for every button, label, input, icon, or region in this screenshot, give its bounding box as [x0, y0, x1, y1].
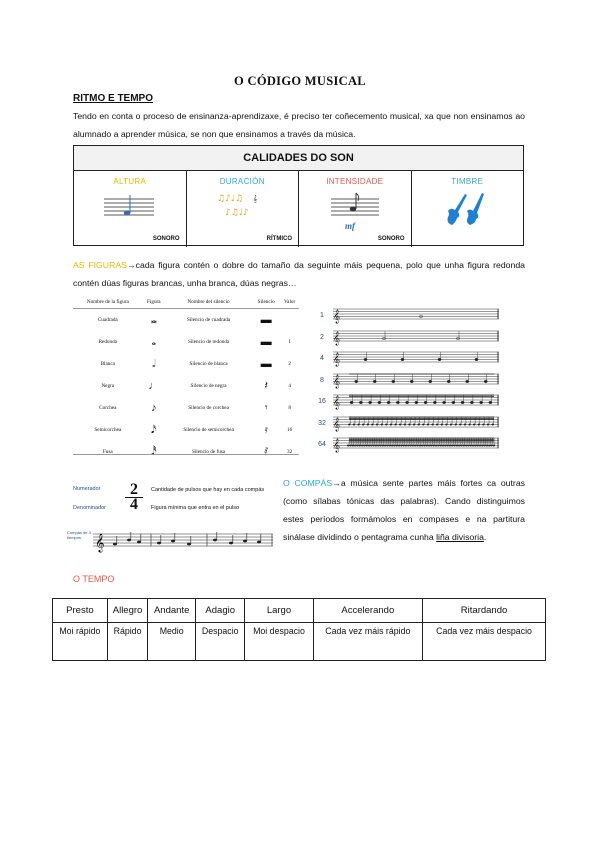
note-head [467, 445, 469, 447]
compas-text: a música sente partes máis fortes ca outras (como sílabas tónicas das palabras). Cando distinguimos estes períodos formámolos en compases e na partitura sinálase dividindo o pentagrama cunha [283, 478, 525, 542]
note-head [395, 423, 397, 425]
note-head [213, 539, 217, 542]
note-head [444, 445, 446, 447]
note-head [426, 445, 428, 447]
col-header: Silencio [252, 296, 280, 309]
note-head [492, 423, 494, 425]
note-head [408, 423, 410, 425]
note-head [187, 543, 191, 546]
col-header: Nombre de la figura [73, 296, 143, 309]
quality-cell-intensidade [299, 171, 412, 247]
qualities-box [73, 145, 524, 246]
note-head [428, 445, 430, 447]
note-head [441, 423, 443, 425]
note-head [396, 445, 398, 447]
guitar-icon [412, 187, 524, 231]
figure-value: 1 [288, 339, 291, 345]
rest-name: Silencio de cuadrada [186, 317, 231, 323]
note-head [474, 445, 476, 447]
note-head [459, 423, 461, 425]
quality-footer-intensidade: SONORO [377, 236, 405, 242]
quality-label-altura: ALTURA [113, 177, 147, 186]
rest-name: Silencio de semicorchea [183, 427, 234, 433]
note-head [472, 445, 474, 447]
rest-symbol: 𝅀 [264, 445, 269, 458]
quality-cell-timbre [412, 171, 524, 247]
tempo-value-cell: Moi rápido [53, 623, 108, 661]
note-head [371, 423, 373, 425]
svg-text:𝄞: 𝄞 [252, 195, 257, 203]
table-row [73, 375, 299, 397]
compas-arrow: → [332, 478, 341, 488]
note-head [348, 423, 350, 425]
treble-clef-icon: 𝄞 [333, 438, 341, 452]
time-sig-top: 2 [130, 481, 138, 498]
note-head [442, 445, 444, 447]
note-head [455, 423, 457, 425]
rest-name: Silencio de fusa [191, 449, 226, 455]
treble-clef-icon: 𝄞 [95, 533, 105, 552]
figure-symbol: 𝅝 [151, 335, 156, 348]
figure-name: Redonda [98, 339, 118, 345]
note-head [368, 445, 370, 447]
note-head [389, 445, 391, 447]
note-head [257, 541, 261, 544]
figures-text: cada figura contén o dobre do tamaño da seguinte máis pequena, polo que unha figura redonda contén dúas figuras brancas, unha branca, dúas negras… [73, 260, 525, 288]
note-head [412, 445, 414, 447]
quality-cell-altura [74, 171, 187, 247]
note-head [422, 423, 424, 425]
section-subtitle: RITMO E TEMPO [73, 93, 153, 104]
rest-symbol: ▬ [260, 358, 272, 370]
note-head [353, 423, 355, 425]
figure-name: Cuadrada [97, 317, 118, 323]
measure-number: 2 [320, 333, 324, 341]
table-row [73, 397, 299, 419]
note-head [229, 542, 233, 545]
note-head [367, 423, 369, 425]
treble-clef-icon: 𝄞 [333, 416, 341, 431]
note-head [435, 445, 437, 447]
note-head [423, 445, 425, 447]
rest-name: Silencio de blanca [189, 361, 228, 367]
note-head [486, 445, 488, 447]
figure-symbol: 𝅘𝅥𝅯 [150, 423, 157, 436]
page-title: O CÓDIGO MUSICAL [234, 74, 366, 88]
measure-staff [333, 349, 501, 367]
measure-number: 8 [320, 376, 324, 384]
figures-arrow: → [126, 260, 136, 270]
measure-staff [333, 306, 501, 324]
note-head [137, 541, 141, 544]
note-head [113, 543, 117, 546]
figures-table-header [73, 296, 299, 309]
tempo-value-cell: Cada vez máis despacio [423, 623, 546, 661]
note-value-measure [313, 433, 499, 463]
figure-name: Corchea [99, 405, 117, 411]
figures-table-bottom-rule [73, 454, 299, 455]
figure-value: 32 [287, 449, 293, 455]
note-head [384, 445, 386, 447]
rest-symbol: 𝄽 [264, 379, 268, 392]
figure-symbol: ♪ [151, 402, 157, 414]
note-head [390, 423, 392, 425]
note-head [447, 445, 449, 447]
table-row [73, 353, 299, 375]
col-header: Valor [280, 296, 299, 309]
quality-cell-duracion [187, 171, 300, 247]
note-head [493, 445, 495, 447]
note-head [377, 445, 379, 447]
tempo-header-cell: Adagio [196, 599, 245, 623]
note-head [400, 445, 402, 447]
figure-name: Semicorchea [94, 427, 122, 433]
compas-link[interactable]: liña divisoria [436, 532, 484, 542]
note-head [393, 445, 395, 447]
quality-label-timbre: TIMBRE [451, 177, 484, 186]
tempo-header-cell: Presto [53, 599, 108, 623]
measure-number: 1 [320, 312, 324, 319]
note-head [427, 423, 429, 425]
tempo-value-cell: Cada vez máis rápido [313, 623, 423, 661]
tempo-header-row [53, 599, 546, 623]
note-head [381, 423, 383, 425]
note-head [359, 445, 361, 447]
table-row [73, 441, 299, 463]
measure-staff [333, 435, 501, 453]
measure-staff [333, 414, 501, 432]
note-head [157, 542, 161, 545]
tempo-value-cell: Medio [148, 623, 196, 661]
note-head [380, 445, 382, 447]
note-head [243, 540, 247, 543]
note-head [433, 445, 435, 447]
rest-symbol: ▬ [260, 314, 272, 326]
note-head [403, 445, 405, 447]
treble-clef-icon: 𝄞 [333, 373, 341, 388]
note-head [410, 445, 412, 447]
tempo-header-cell: Ritardando [423, 599, 546, 623]
compas-label: O COMPÁS [283, 478, 333, 488]
note-head [463, 445, 465, 447]
note-head [460, 445, 462, 447]
dynamic-mark: mf [345, 221, 355, 231]
rest-name: Silencio de negra [190, 383, 227, 389]
note-head [405, 445, 407, 447]
note-head [430, 445, 432, 447]
note-head [419, 445, 421, 447]
note-head [458, 445, 460, 447]
table-row [73, 419, 299, 441]
treble-clef-icon: 𝄞 [333, 395, 341, 409]
note-head [391, 445, 393, 447]
figure-value: 8 [288, 405, 291, 411]
note-head [404, 423, 406, 425]
quality-footer-duracion: RÍTMICO [266, 236, 292, 242]
rhythm-notes-icon [187, 189, 299, 229]
col-header: Nombre del silencio [165, 296, 252, 309]
rest-name: Silencio de redonda [187, 339, 230, 345]
note-head [382, 445, 384, 447]
note-head [354, 445, 356, 447]
figure-symbol: 𝅗𝅥 [152, 357, 156, 370]
tempo-value-cell: Moi despacio [245, 623, 313, 661]
figure-value: 2 [288, 361, 291, 367]
table-row [73, 309, 299, 332]
note-head [456, 445, 458, 447]
measure-number: 16 [318, 398, 326, 405]
table-row [73, 331, 299, 353]
note-head [398, 445, 400, 447]
numerator-desc: Cantidade de pulsos que hay en cada compás [151, 487, 265, 493]
note-head [127, 539, 131, 542]
figure-symbol: 𝅜 [150, 313, 157, 326]
note-head [445, 423, 447, 425]
note-head [361, 445, 363, 447]
measure-number: 64 [318, 441, 326, 448]
note-head [358, 423, 360, 425]
tempo-header-cell: Andante [148, 599, 196, 623]
intro-paragraph: Tendo en conta o proceso de ensinanza-aprendizaxe, é preciso ter coñecemento musical, xa que non ensinamos ao alumnado a aprender música, se non que ensinamos a través da música. [73, 111, 525, 139]
note-head [464, 423, 466, 425]
figure-symbol: ♩ [148, 380, 160, 392]
note-head [484, 445, 486, 447]
note-head [437, 445, 439, 447]
note-head [477, 445, 479, 447]
note-head [362, 423, 364, 425]
compas-staff [93, 528, 275, 554]
figure-name: Blanca [100, 361, 115, 367]
note-head [373, 445, 375, 447]
note-head [421, 445, 423, 447]
figures-paragraph [73, 256, 525, 292]
note-head [376, 423, 378, 425]
note-head [347, 445, 349, 447]
figures-label: AS FIGURAS [73, 260, 127, 270]
svg-text:♫♪♩♫: ♫♪♩♫ [216, 194, 243, 204]
note-head [417, 445, 419, 447]
note-head [407, 445, 409, 447]
note-head [399, 423, 401, 425]
measure-staff [333, 392, 501, 410]
measure-number: 4 [320, 355, 324, 362]
note-head [375, 445, 377, 447]
rest-name: Silencio de corchea [188, 405, 229, 411]
note-head [470, 445, 472, 447]
note-head [491, 445, 493, 447]
compas-paragraph [283, 474, 525, 546]
figure-name: Negra [101, 383, 115, 389]
note-head [469, 423, 471, 425]
note-head [356, 445, 358, 447]
tempo-header-cell: Largo [245, 599, 313, 623]
note-head [479, 445, 481, 447]
note-head [418, 423, 420, 425]
tempo-value-cell: Rápido [107, 623, 148, 661]
staff-dynamic-note-icon [299, 189, 411, 233]
figure-name: Fusa [102, 449, 113, 455]
note-head [454, 445, 456, 447]
figure-value: 16 [287, 427, 293, 433]
note-head [366, 445, 368, 447]
staff-high-note-icon [74, 189, 186, 229]
quality-label-intensidade: INTENSIDADE [326, 177, 384, 186]
note-head [488, 445, 490, 447]
col-header: Figura [143, 296, 165, 309]
tempo-values-row [53, 623, 546, 661]
figure-value: 4 [288, 383, 291, 389]
tempo-value-cell: Despacio [196, 623, 245, 661]
rest-symbol: 𝄾 [264, 401, 268, 414]
note-head [363, 445, 365, 447]
note-head [370, 445, 372, 447]
note-head [451, 445, 453, 447]
tempo-header-cell: Accelerando [313, 599, 423, 623]
note-head [413, 423, 415, 425]
note-head [481, 445, 483, 447]
note-head [432, 423, 434, 425]
denominator-desc: Figura mínima que entra en el pulso [151, 505, 240, 511]
note-head [482, 423, 484, 425]
note-head [436, 423, 438, 425]
note-head [352, 445, 354, 447]
denominator-label: Denominador [73, 505, 107, 511]
note-head [450, 423, 452, 425]
figure-value [280, 309, 299, 332]
note-head [171, 540, 175, 543]
treble-clef-icon: 𝄞 [333, 309, 341, 323]
measure-staff [333, 371, 501, 389]
note-head [449, 445, 451, 447]
measure-number: 32 [318, 419, 326, 427]
note-head [385, 423, 387, 425]
note-head [386, 445, 388, 447]
note-head [465, 445, 467, 447]
treble-clef-icon: 𝄞 [333, 330, 341, 345]
quality-label-duracion: DURACIÓN [219, 177, 265, 186]
tempo-header-cell: Allegro [107, 599, 148, 623]
compas-period: . [483, 532, 487, 542]
note-head [440, 445, 442, 447]
note-head [349, 445, 351, 447]
tempo-table [52, 598, 546, 661]
note-head [473, 423, 475, 425]
time-signature [125, 483, 143, 512]
numerator-label: Numerador [73, 486, 101, 492]
svg-text:♪♫♩♪: ♪♫♩♪ [224, 208, 249, 218]
quality-footer-altura: SONORO [152, 236, 180, 242]
figure-symbol: 𝅘𝅥𝅰 [150, 445, 157, 458]
rest-symbol: ▬ [260, 336, 272, 348]
figures-table [73, 296, 299, 463]
qualities-header: CALIDADES DO SON [74, 146, 523, 171]
measure-staff [333, 328, 501, 346]
note-head [414, 445, 416, 447]
staff-label: Compás de 4 tiempos [67, 530, 91, 540]
tempo-label: O TEMPO [73, 574, 115, 584]
note-head [487, 423, 489, 425]
treble-clef-icon: 𝄞 [333, 352, 341, 366]
time-sig-bottom: 4 [125, 497, 143, 512]
note-head [478, 423, 480, 425]
rest-symbol: 𝄿 [264, 423, 268, 436]
